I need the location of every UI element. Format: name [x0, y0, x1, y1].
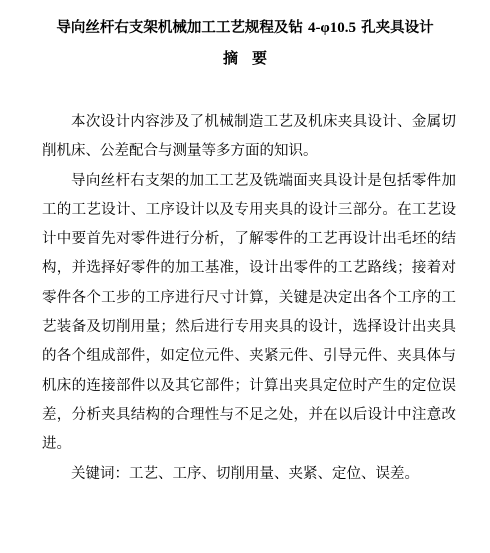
abstract-paragraph-1: 本次设计内容涉及了机械制造工艺及机床夹具设计、金属切削机床、公差配合与测量等多方面的知识。	[42, 114, 456, 160]
abstract-body	[42, 108, 456, 489]
title-text-part3: 孔夹具设计	[356, 20, 434, 36]
document-title	[0, 17, 490, 39]
abstract-heading: 摘要	[222, 49, 281, 67]
title-text-part2: 4-φ10.5	[307, 20, 357, 36]
title-text-part1: 导向丝杆右支架机械加工工艺规程及钻	[56, 20, 308, 36]
keywords-line: 关键词：工艺、工序、切削用量、夹紧、定位、误差。	[71, 465, 419, 482]
abstract-paragraph-2: 导向丝杆右支架的加工工艺及铣端面夹具设计是包括零件加工的工艺设计、工序设计以及专用夹具的设计三部分。在工艺设计中要首先对零件进行分析，了解零件的工艺再设计出毛坯的结构，并选择好零件的加工基准，设计出零件的工艺路线；接着对零件各个工步的工序进行尺寸计算，关键是决定出各个工序的工艺装备及切削用量；然后进行专用夹具的设计，选择设计出夹具的各个组成部件，如定位元件、夹紧元件、引导元件、夹具体与机床的连接部件以及其它部件；计算出夹具定位时产生的定位误差，分析夹具结构的合理性与不足之处，并在以后设计中注意改进。	[42, 172, 456, 453]
